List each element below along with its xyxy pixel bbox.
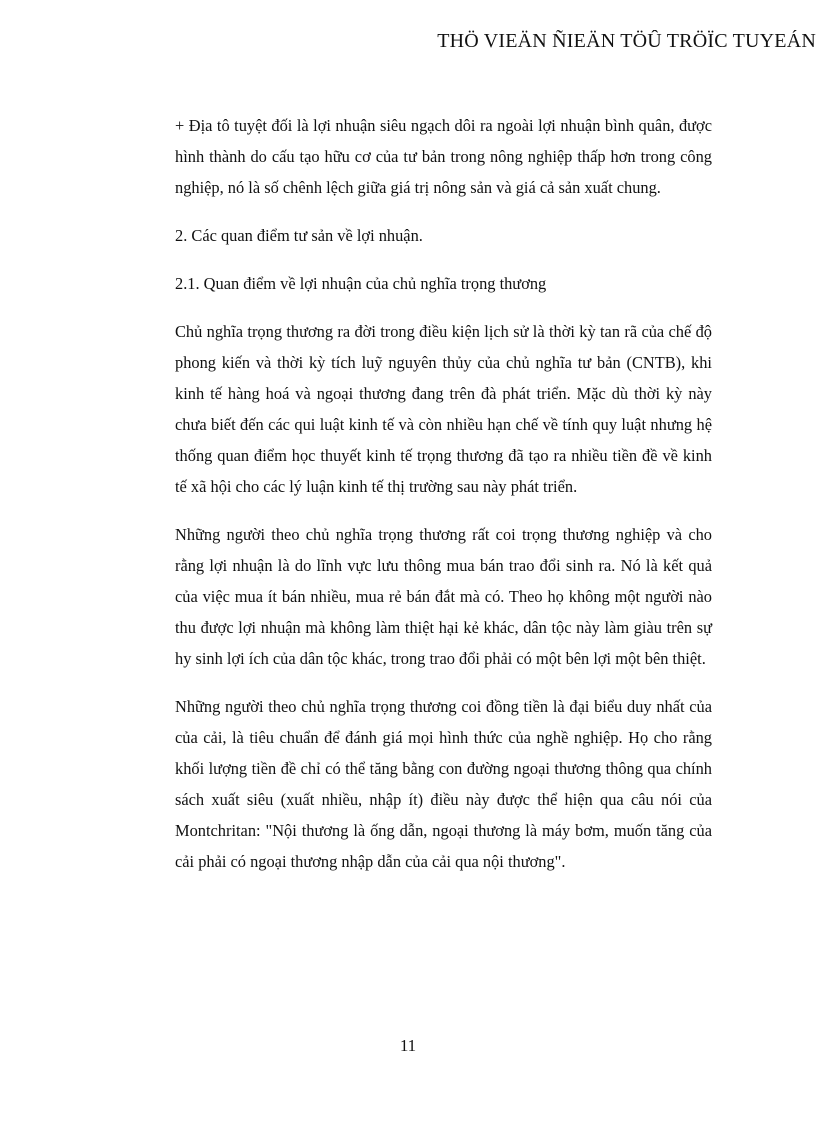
- section-heading-2: 2. Các quan điểm tư sản về lợi nhuận.: [175, 226, 423, 245]
- paragraph-mercantilism-profit: Những người theo chủ nghĩa trọng thương rất coi trọng thương nghiệp và cho rằng lợi nhuận là do lĩnh vực lưu thông mua bán trao đổi sinh ra. Nó là kết quả của việc mua ít bán nhiều, mua rẻ bán đắt mà có. Theo họ không một người nào thu được lợi nhuận mà không làm thiệt hại kẻ khác, dân tộc này làm giàu trên sự hy sinh lợi ích của dân tộc khác, trong trao đổi phải có một bên lợi một bên thiệt.: [175, 525, 712, 668]
- paragraph-mercantilism-origin: Chủ nghĩa trọng thương ra đời trong điều kiện lịch sử là thời kỳ tan rã của chế độ phong kiến và thời kỳ tích luỹ nguyên thủy của chủ nghĩa tư bản (CNTB), khi kinh tế hàng hoá và ngoại thương đang trên đà phát triển. Mặc dù thời kỳ này chưa biết đến các qui luật kinh tế và còn nhiều hạn chế về tính quy luật nhưng hệ thống quan điểm học thuyết kinh tế trọng thương đã tạo ra nhiều tiền đề về kinh tế xã hội cho các lý luận kinh tế thị trường sau này phát triển.: [175, 322, 712, 496]
- page-number: 11: [399, 1036, 417, 1055]
- paragraph-mercantilism-money: Những người theo chủ nghĩa trọng thương coi đồng tiền là đại biểu duy nhất của của cải, là tiêu chuẩn để đánh giá mọi hình thức của nghề nghiệp. Họ cho rằng khối lượng tiền đề chỉ có thể tăng bằng con đường ngoại thương thông qua chính sách xuất siêu (xuất nhiều, nhập ít) điều này được thể hiện qua câu nói của Montchritan: "Nội thương là ống dẫn, ngoại thương là máy bơm, muốn tăng của cải phải có ngoại thương nhập dẫn của cải qua nội thương".: [175, 697, 712, 871]
- subsection-heading-2-1: 2.1. Quan điểm về lợi nhuận của chủ nghĩa trọng thương: [175, 274, 547, 293]
- page-body: [175, 110, 712, 894]
- paragraph-absolute-rent: + Địa tô tuyệt đối là lợi nhuận siêu ngạch dôi ra ngoài lợi nhuận bình quân, được hình thành do cấu tạo hữu cơ của tư bản trong nông nghiệp thấp hơn trong công nghiệp, nó là số chênh lệch giữa giá trị nông sản và giá cả sản xuất chung.: [175, 116, 712, 197]
- running-header: THÖ VIEÄN ÑIEÄN TÖÛ TRÖÏC TUYEÁN: [437, 30, 816, 52]
